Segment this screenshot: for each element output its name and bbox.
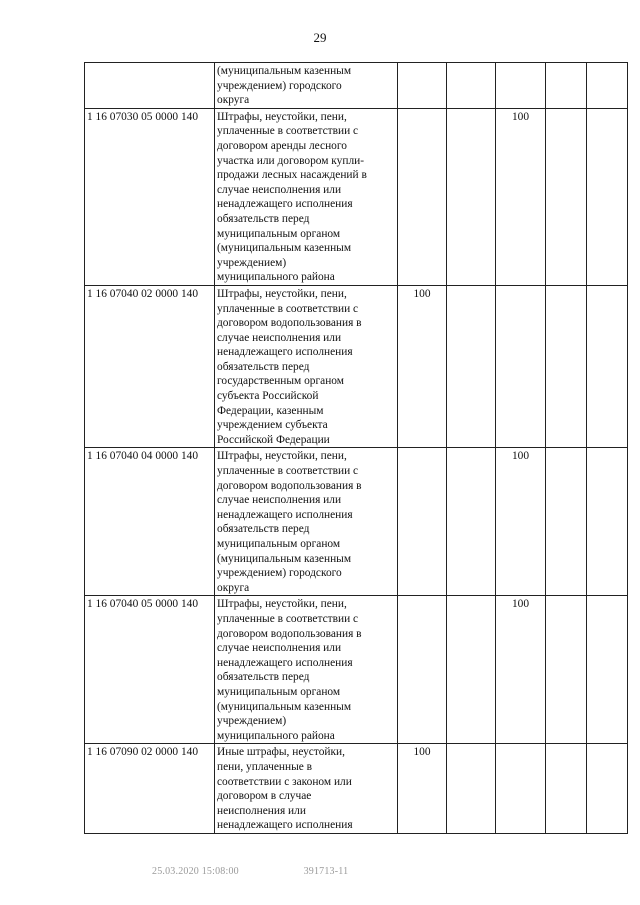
- revenue-name-line: Иные штрафы, неустойки,: [217, 746, 345, 759]
- page-number: 29: [313, 30, 327, 45]
- revenue-name-line: договором водопользования в: [217, 479, 362, 492]
- percent-value-cell: [496, 285, 546, 448]
- classification-code: 1 16 07090 02 0000 140: [85, 744, 215, 834]
- revenue-name-line: уплаченные в соответствии с: [217, 125, 359, 138]
- percent-value-cell: [496, 744, 546, 834]
- revenue-name-line: договором водопользования в: [217, 317, 362, 330]
- revenue-name-line: округа: [217, 94, 250, 107]
- table-row: [85, 744, 628, 834]
- revenue-name-line: (муниципальным казенным: [217, 242, 352, 255]
- percent-value-cell: [398, 108, 447, 285]
- percent-value-cell: [398, 63, 447, 109]
- percent-value-cell: [587, 596, 628, 744]
- revenue-name: [215, 108, 398, 285]
- table-row: [85, 448, 628, 596]
- revenue-name-line: участка или договором купли-: [217, 154, 365, 167]
- percent-value-cell: [546, 744, 587, 834]
- revenue-name-line: Штрафы, неустойки, пени,: [217, 110, 347, 123]
- revenue-name-line: Федерации, казенным: [217, 404, 324, 417]
- revenue-name-line: обязательств перед: [217, 212, 310, 225]
- classification-code: 1 16 07030 05 0000 140: [85, 108, 215, 285]
- revenue-name-line: муниципальным органом: [217, 227, 341, 240]
- revenue-name-line: учреждением) городского: [217, 567, 342, 580]
- revenue-name-line: учреждением): [217, 256, 287, 269]
- percent-value-cell: [587, 448, 628, 596]
- percent-value-cell: [546, 108, 587, 285]
- revenue-name-line: муниципальным органом: [217, 538, 341, 550]
- revenue-name-line: учреждением субъекта: [217, 419, 328, 432]
- revenue-name-line: случае неисполнения или: [217, 494, 342, 507]
- classification-code: 1 16 07040 02 0000 140: [85, 285, 215, 448]
- revenue-name-line: уплаченные в соответствии с: [217, 465, 359, 478]
- percent-value-cell: [587, 108, 628, 285]
- table-row: [85, 285, 628, 448]
- percent-value-cell: [546, 448, 587, 596]
- classification-code: [85, 63, 215, 109]
- revenue-name-line: округа: [217, 581, 250, 594]
- revenue-name-line: случае неисполнения или: [217, 331, 342, 344]
- percent-value-cell: [447, 744, 496, 834]
- revenue-name-line: уплаченные в соответствии с: [217, 302, 359, 315]
- revenue-name-line: обязательств перед: [217, 523, 310, 536]
- revenue-name-line: уплаченные в соответствии с: [217, 612, 359, 625]
- revenue-name-line: (муниципальным казенным: [217, 700, 352, 713]
- revenue-name-line: Штрафы, неустойки, пени,: [217, 287, 347, 300]
- revenue-name-line: продажи лесных насаждений в: [217, 169, 367, 182]
- percent-value-cell: [546, 285, 587, 448]
- revenue-name-line: субъекта Российской: [217, 390, 319, 403]
- revenue-name-line: обязательств перед: [217, 671, 310, 684]
- revenue-name-line: ненадлежащего исполнения: [217, 508, 353, 521]
- percent-value-cell: [496, 63, 546, 109]
- percent-value-cell: [398, 448, 447, 596]
- revenue-name-line: Штрафы, неустойки, пени,: [217, 598, 347, 611]
- revenue-name-line: договором аренды лесного: [217, 139, 347, 152]
- percent-value-cell: 100: [398, 744, 447, 834]
- revenue-name: [215, 63, 398, 109]
- budget-classification-table: [84, 62, 628, 834]
- revenue-name: [215, 285, 398, 448]
- revenue-name-line: договором в случае: [217, 790, 312, 803]
- revenue-name-line: муниципального района: [217, 271, 335, 284]
- classification-code: 1 16 07040 04 0000 140: [85, 448, 215, 596]
- revenue-name-line: ненадлежащего исполнения: [217, 819, 353, 832]
- percent-value-cell: [447, 596, 496, 744]
- percent-value-cell: [587, 744, 628, 834]
- revenue-name-line: (муниципальным казенным: [217, 65, 352, 77]
- table-row: [85, 108, 628, 285]
- percent-value-cell: [447, 285, 496, 448]
- revenue-name-line: ненадлежащего исполнения: [217, 346, 353, 359]
- percent-value-cell: [546, 596, 587, 744]
- percent-value-cell: 100: [496, 108, 546, 285]
- table-body: [85, 63, 628, 834]
- percent-value-cell: [447, 63, 496, 109]
- revenue-name-line: Российской Федерации: [217, 433, 330, 446]
- revenue-name-line: ненадлежащего исполнения: [217, 198, 353, 211]
- percent-value-cell: [587, 63, 628, 109]
- revenue-name-line: ненадлежащего исполнения: [217, 656, 353, 669]
- revenue-name-line: Штрафы, неустойки, пени,: [217, 450, 347, 463]
- percent-value-cell: [398, 596, 447, 744]
- revenue-name-line: пени, уплаченные в: [217, 760, 313, 773]
- revenue-name: [215, 448, 398, 596]
- percent-value-cell: [546, 63, 587, 109]
- document-footer: [152, 866, 410, 877]
- revenue-name-line: муниципальным органом: [217, 685, 341, 698]
- table-row: [85, 596, 628, 744]
- revenue-name-line: договором водопользования в: [217, 627, 362, 640]
- revenue-name-line: случае неисполнения или: [217, 183, 342, 196]
- percent-value-cell: 100: [398, 285, 447, 448]
- revenue-name-line: соответствии с законом или: [217, 775, 352, 788]
- revenue-name-line: учреждением) городского: [217, 79, 342, 92]
- revenue-name-line: случае неисполнения или: [217, 642, 342, 655]
- revenue-name-line: обязательств перед: [217, 360, 310, 373]
- percent-value-cell: [587, 285, 628, 448]
- footer-timestamp: 25.03.2020 15:08:00: [152, 866, 239, 877]
- revenue-name-line: неисполнения или: [217, 804, 306, 817]
- footer-doc-id: 391713-11: [303, 866, 349, 877]
- classification-code: 1 16 07040 05 0000 140: [85, 596, 215, 744]
- percent-value-cell: 100: [496, 448, 546, 596]
- revenue-name: [215, 596, 398, 744]
- percent-value-cell: 100: [496, 596, 546, 744]
- revenue-name-line: учреждением): [217, 715, 287, 728]
- revenue-name-line: государственным органом: [217, 375, 344, 388]
- percent-value-cell: [447, 108, 496, 285]
- revenue-name-line: (муниципальным казенным: [217, 552, 352, 565]
- revenue-name: [215, 744, 398, 834]
- table-row: [85, 63, 628, 109]
- percent-value-cell: [447, 448, 496, 596]
- revenue-name-line: муниципального района: [217, 729, 335, 742]
